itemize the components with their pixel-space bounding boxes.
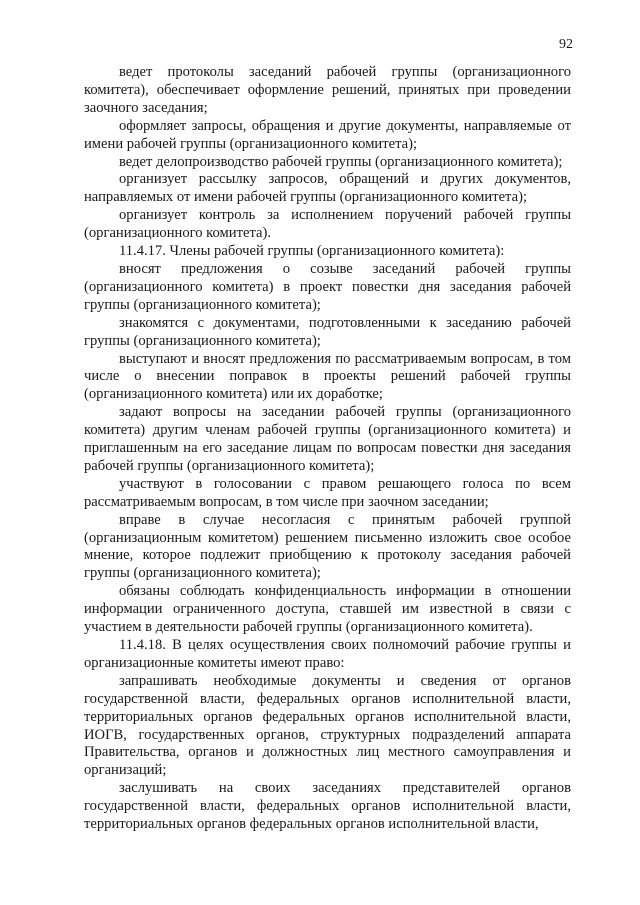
section-heading-11-4-18: 11.4.18. В целях осуществления своих полномочий рабочие группы и организационные комитеты имеют право: [84,637,571,671]
paragraph-secretary-records: ведет делопроизводство рабочей группы (организационного комитета); [119,153,563,170]
paragraph-members-voting: участвуют в голосовании с правом решающего голоса по всем рассматриваемым вопросам, в том числе при заочном заседании; [84,475,571,510]
document-body [84,64,571,834]
paragraph-rights-request-documents: запрашивать необходимые документы и сведения от органов государственной власти, федеральных органов исполнительной власти, территориальных органов федеральных органов исполнительной власти, ИОГВ, государственных органов, структурных подразделений аппарата Правительства, органов и должностных лиц местного самоуправления и организаций; [84,672,571,779]
paragraph-members-questions: задают вопросы на заседании рабочей группы (организационного комитета) другим членам рабочей группы (организационного комитета) и приглашенным на его заседание лицам по вопросам повестки дня заседания рабочей группы (организационного комитета); [84,404,571,474]
paragraph-rights-hear-representatives: заслушивать на своих заседаниях представителей органов государственной власти, федеральных органов исполнительной власти, территориальных органов федеральных органов исполнительной власти, [84,780,571,833]
paragraph-members-speeches: выступают и вносят предложения по рассматриваемым вопросам, в том числе о внесении поправок в проекты решений рабочей группы (организационного комитета) или их доработке; [84,350,571,403]
paragraph-secretary-requests: оформляет запросы, обращения и другие документы, направляемые от имени рабочей группы (организационного комитета); [84,117,571,152]
paragraph-members-documents: знакомятся с документами, подготовленными к заседанию рабочей группы (организационного комитета); [84,314,571,349]
paragraph-members-dissent: вправе в случае несогласия с принятым рабочей группой (организационным комитетом) решением письменно изложить свое особое мнение, которое подлежит приобщению к протоколу заседания рабочей группы (организационного комитета); [84,511,571,582]
section-heading-11-4-17: 11.4.17. Члены рабочей группы (организационного комитета): [119,243,505,260]
page-number: 92 [559,37,573,52]
paragraph-members-proposals: вносят предложения о созыве заседаний рабочей группы (организационного комитета) в проект повестки дня заседания рабочей группы (организационного комитета); [84,260,571,313]
paragraph-secretary-mailing: организует рассылку запросов, обращений и других документов, направляемых от имени рабочей группы (организационного комитета); [84,171,571,206]
paragraph-members-confidentiality: обязаны соблюдать конфиденциальность информации в отношении информации ограниченного доступа, ставшей им известной в связи с участием в деятельности рабочей группы (организационного комитета). [84,583,571,636]
paragraph-secretary-minutes: ведет протоколы заседаний рабочей группы (организационного комитета), обеспечивает оформление решений, принятых при проведении заочного заседания; [84,64,571,116]
paragraph-secretary-control: организует контроль за исполнением поручений рабочей группы (организационного комитета). [84,207,571,242]
